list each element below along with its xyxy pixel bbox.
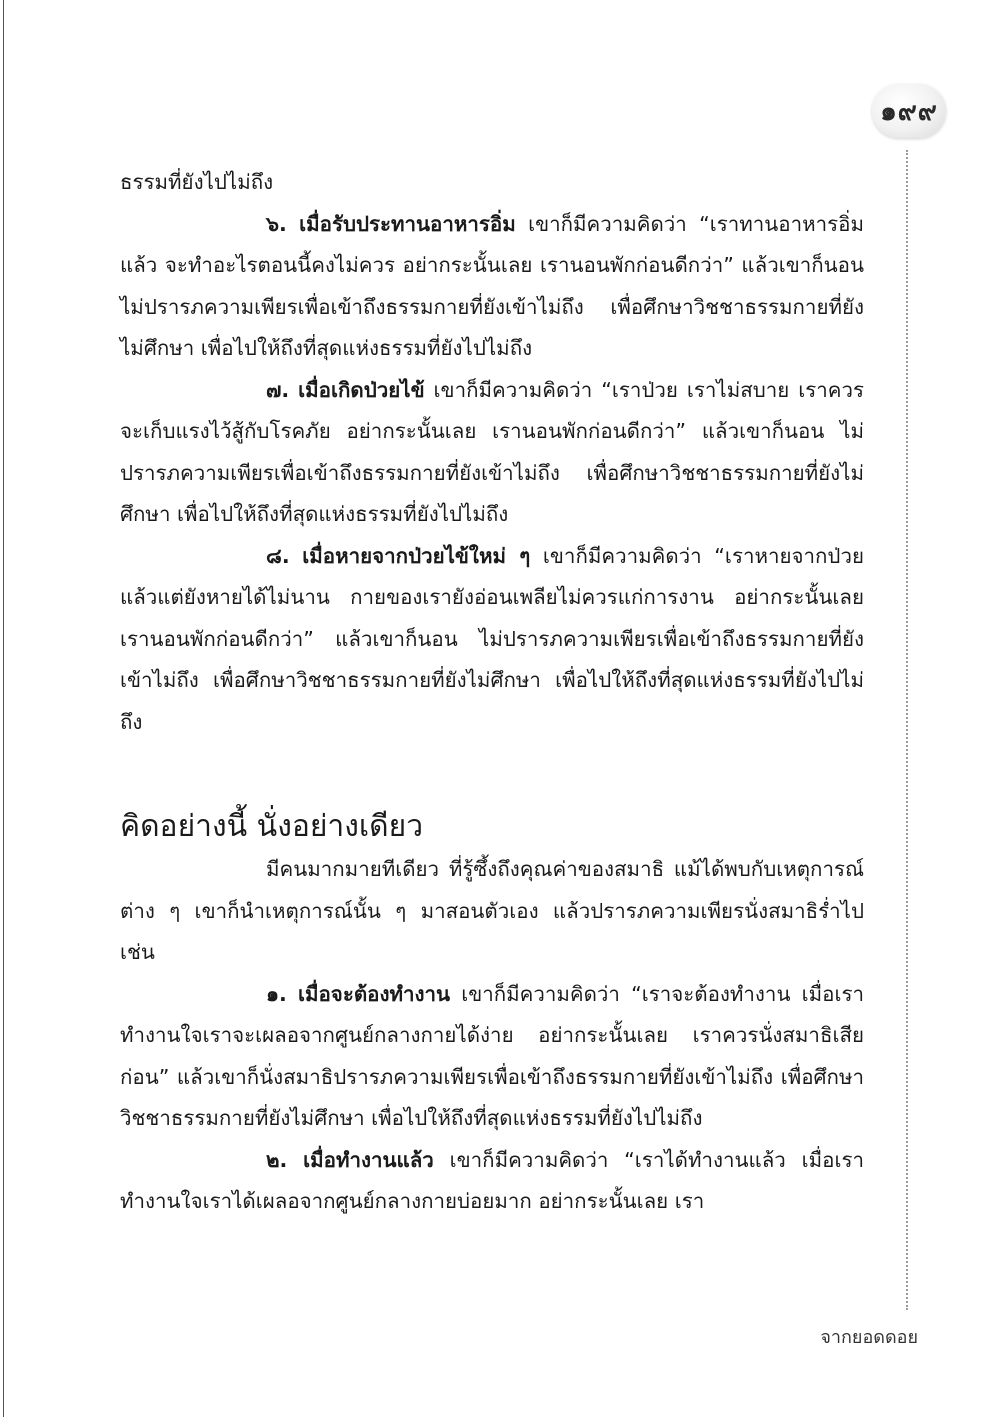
page-number-badge (872, 84, 946, 138)
page-edge-rule (3, 0, 4, 1417)
item-title: เมื่อทำงานแล้ว (303, 1147, 434, 1172)
item-number: ๖. (266, 211, 287, 236)
item-number: ๗. (266, 377, 290, 402)
item-title: เมื่อหายจากป่วยไข้ใหม่ ๆ (302, 543, 531, 568)
list-item (120, 974, 864, 1140)
item-number: ๑. (266, 981, 287, 1006)
list-item (120, 370, 864, 536)
list-item (120, 536, 864, 744)
list-item (120, 1140, 864, 1223)
item-number: ๘. (266, 543, 290, 568)
continued-line: ธรรมที่ยังไปไม่ถึง (120, 170, 274, 194)
body-text (120, 162, 864, 1223)
item-text: เขาก็มีความคิดว่า “เราป่วย เราไม่สบาย เราควรจะเก็บแรงไว้สู้กับโรคภัย อย่ากระนั้นเลย เรานอนพักก่อนดีกว่า” แล้วเขาก็นอน ไม่ปรารภความเพียรเพื่อเข้าถึงธรรมกายที่ยังเข้าไม่ถึง เพื่อศึกษาวิชชาธรรมกายที่ยังไม่ศึกษา เพื่อไปให้ถึงที่สุดแห่งธรรมที่ยังไปไม่ถึง (120, 377, 864, 526)
margin-dotted-rule (906, 150, 908, 1310)
running-footer: จากยอดดอย (820, 1327, 918, 1348)
item-text: เขาก็มีความคิดว่า “เราจะต้องทำงาน เมื่อเราทำงานใจเราจะเผลอจากศูนย์กลางกายได้ง่าย อย่ากระนั้นเลย เราควรนั่งสมาธิเสียก่อน” แล้วเขาก็นั่งสมาธิปรารภความเพียรเพื่อเข้าถึงธรรมกายที่ยังเข้าไม่ถึง เพื่อศึกษาวิชชาธรรมกายที่ยังไม่ศึกษา เพื่อไปให้ถึงที่สุดแห่งธรรมที่ยังไปไม่ถึง (120, 981, 864, 1130)
item-number: ๒. (266, 1147, 288, 1172)
section-paragraph: มีคนมากมายทีเดียว ที่รู้ซึ้งถึงคุณค่าของสมาธิ แม้ได้พบกับเหตุการณ์ต่าง ๆ เขาก็นำเหตุการณ์นั้น ๆ มาสอนตัวเอง แล้วปรารภความเพียรนั่งสมาธิร่ำไป เช่น (120, 857, 864, 964)
list-item (120, 204, 864, 370)
item-text: เขาก็มีความคิดว่า “เราทานอาหารอิ่มแล้ว จะทำอะไรตอนนี้คงไม่ควร อย่ากระนั้นเลย เรานอนพักก่อนดีกว่า” แล้วเขาก็นอน ไม่ปรารภความเพียรเพื่อเข้าถึงธรรมกายที่ยังเข้าไม่ถึง เพื่อศึกษาวิชชาธรรมกายที่ยังไม่ศึกษา เพื่อไปให้ถึงที่สุดแห่งธรรมที่ยังไปไม่ถึง (120, 211, 864, 360)
item-title: เมื่อเกิดป่วยไข้ (298, 377, 425, 402)
item-text: เขาก็มีความคิดว่า “เราได้ทำงานแล้ว เมื่อเราทำงานใจเราได้เผลอจากศูนย์กลางกายบ่อยมาก อย่ากระนั้นเลย เรา (120, 1147, 864, 1213)
item-text: เขาก็มีความคิดว่า “เราหายจากป่วยแล้วแต่ยังหายได้ไม่นาน กายของเรายังอ่อนเพลียไม่ควรแก่การงาน อย่ากระนั้นเลย เรานอนพักก่อนดีกว่า” แล้วเขาก็นอน ไม่ปรารภความเพียรเพื่อเข้าถึงธรรมกายที่ยังเข้าไม่ถึง เพื่อศึกษาวิชชาธรรมกายที่ยังไม่ศึกษา เพื่อไปให้ถึงที่สุดแห่งธรรมที่ยังไปไม่ถึง (120, 543, 864, 734)
page-number: ๑๙๙ (880, 96, 938, 127)
section-heading: คิดอย่างนี้ นั่งอย่างเดียว (120, 809, 424, 844)
item-title: เมื่อจะต้องทำงาน (297, 981, 451, 1006)
item-title: เมื่อรับประทานอาหารอิ่ม (299, 211, 516, 236)
